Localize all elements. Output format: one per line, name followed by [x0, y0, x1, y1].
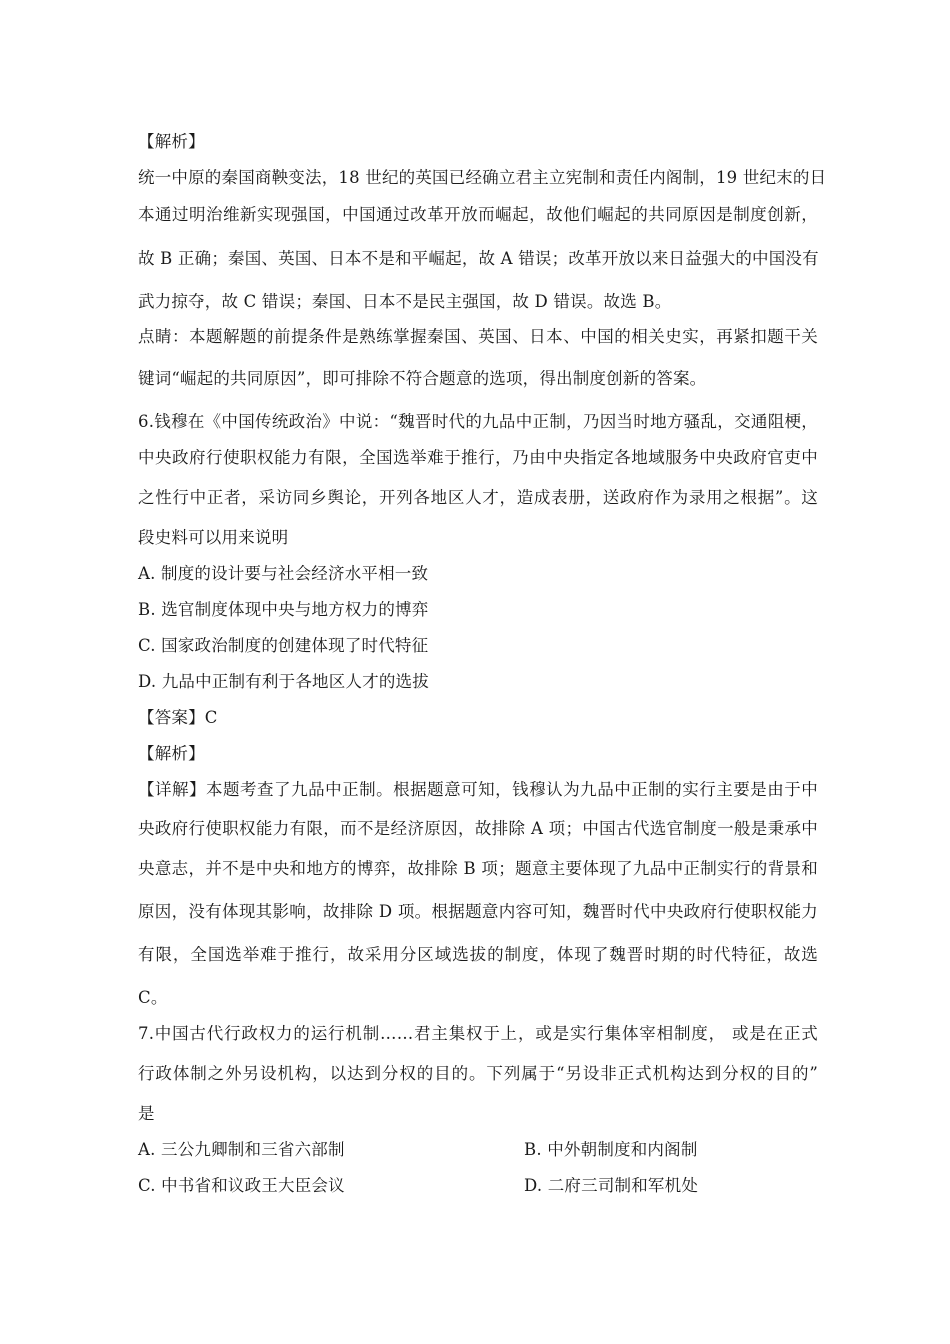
answer-label: 【答案】C	[138, 708, 218, 727]
question-6-option-d: D. 九品中正制有利于各地区人才的选拔	[138, 672, 429, 691]
analysis-heading: 【解析】	[138, 132, 205, 151]
question-6-option-a: A. 制度的设计要与社会经济水平相一致	[138, 564, 429, 583]
question-7-stem: 行政体制之外另设机构，以达到分权的目的。下列属于“另设非正式机构达到分权的目的”	[138, 1064, 818, 1083]
question-6-stem: 之性行中正者，采访同乡舆论，开列各地区人才，造成表册，送政府作为录用之根据”。这	[138, 488, 818, 507]
question-6-option-b: B. 选官制度体现中央与地方权力的博弈	[138, 600, 429, 619]
question-6-stem: 6.钱穆在《中国传统政治》中说：“魏晋时代的九品中正制，乃因当时地方骚乱，交通阻梗，	[138, 412, 818, 431]
question-6-stem: 中央政府行使职权能力有限，全国选举难于推行，乃由中央指定各地域服务中央政府官吏中	[138, 448, 818, 467]
analysis-heading: 【解析】	[138, 744, 205, 763]
analysis-line: 统一中原的秦国商鞅变法，18 世纪的英国已经确立君主立宪制和责任内阁制，19 世纪末的日	[138, 168, 827, 187]
detail-line: 【详解】本题考查了九品中正制。根据题意可知，钱穆认为九品中正制的实行主要是由于中	[138, 780, 818, 799]
question-7-option-a: A. 三公九卿制和三省六部制	[138, 1140, 345, 1159]
question-6-option-c: C. 国家政治制度的创建体现了时代特征	[138, 636, 429, 655]
detail-line: 央意志，并不是中央和地方的博弈，故排除 B 项；题意主要体现了九品中正制实行的背景和	[138, 859, 818, 878]
question-7-option-b: B. 中外朝制度和内阁制	[524, 1140, 698, 1159]
detail-line: C。	[138, 988, 168, 1007]
analysis-line: 本通过明治维新实现强国，中国通过改革开放而崛起，故他们崛起的共同原因是制度创新，	[138, 205, 818, 224]
question-7-stem: 是	[138, 1104, 155, 1123]
question-6-stem: 段史料可以用来说明	[138, 528, 289, 547]
analysis-line: 武力掠夺，故 C 错误；秦国、日本不是民主强国，故 D 错误。故选 B。	[138, 292, 672, 311]
detail-line: 央政府行使职权能力有限，而不是经济原因，故排除 A 项；中国古代选官制度一般是秉承中	[138, 819, 818, 838]
detail-line: 有限，全国选举难于推行，故采用分区域选拔的制度，体现了魏晋时期的时代特征，故选	[138, 945, 818, 964]
tip-line: 键词“崛起的共同原因”，即可排除不符合题意的选项，得出制度创新的答案。	[138, 369, 707, 388]
analysis-line: 故 B 正确；秦国、英国、日本不是和平崛起，故 A 错误；改革开放以来日益强大的中国没有	[138, 249, 819, 268]
question-7-option-d: D. 二府三司制和军机处	[524, 1176, 699, 1195]
question-7-stem: 7.中国古代行政权力的运行机制……君主集权于上，或是实行集体宰相制度， 或是在正式	[138, 1024, 818, 1043]
tip-line: 点睛：本题解题的前提条件是熟练掌握秦国、英国、日本、中国的相关史实，再紧扣题干关	[138, 327, 818, 346]
detail-line: 原因，没有体现其影响，故排除 D 项。根据题意内容可知，魏晋时代中央政府行使职权能力	[138, 902, 818, 921]
question-7-option-c: C. 中书省和议政王大臣会议	[138, 1176, 345, 1195]
